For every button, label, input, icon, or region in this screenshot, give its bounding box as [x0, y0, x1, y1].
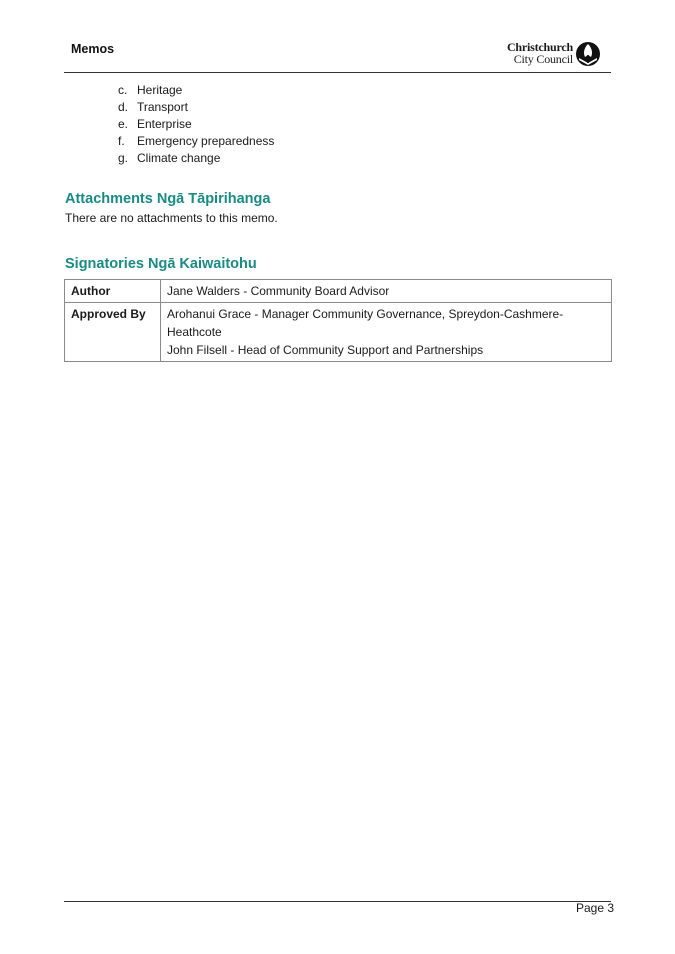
list-marker: d.: [118, 100, 129, 114]
approved-by-label: Approved By: [65, 303, 161, 362]
author-label: Author: [65, 280, 161, 303]
list-item: [118, 133, 274, 150]
table-row: [65, 303, 612, 362]
council-logo: [497, 41, 601, 69]
list-item: [118, 116, 274, 133]
christchurch-tree-icon: [575, 41, 601, 67]
author-value: [161, 280, 612, 303]
logo-line1: Christchurch: [506, 40, 573, 54]
list-item-text: Heritage: [137, 83, 183, 97]
page-number: Page 3: [576, 901, 615, 915]
list-marker: f.: [118, 134, 125, 148]
header-rule: [64, 72, 611, 73]
topic-list: [118, 82, 274, 167]
approved-by-value: [161, 303, 612, 362]
logo-line2: City Council: [513, 52, 573, 66]
approver-1: Arohanui Grace - Manager Community Governance, Spreydon-Cashmere-Heathcote: [167, 307, 564, 339]
table-row: [65, 280, 612, 303]
list-marker: e.: [118, 117, 129, 131]
author-name: Jane Walders - Community Board Advisor: [167, 284, 390, 298]
attachments-heading: Attachments Ngā Tāpirihanga: [65, 191, 271, 207]
list-item-text: Transport: [137, 100, 188, 114]
signatories-heading: Signatories Ngā Kaiwaitohu: [65, 256, 257, 272]
list-item-text: Emergency preparedness: [137, 134, 275, 148]
header-title: Memos: [71, 42, 115, 56]
list-marker: g.: [118, 151, 129, 165]
footer-rule: [64, 901, 611, 902]
list-item: [118, 99, 274, 116]
signatories-table: [64, 279, 612, 362]
list-item-text: Enterprise: [137, 117, 192, 131]
list-item: [118, 150, 274, 167]
attachments-text: There are no attachments to this memo.: [65, 211, 278, 225]
logo-text: [497, 41, 573, 65]
list-item: [118, 82, 274, 99]
list-marker: c.: [118, 83, 128, 97]
approver-2: John Filsell - Head of Community Support and Partnerships: [167, 343, 484, 357]
list-item-text: Climate change: [137, 151, 221, 165]
